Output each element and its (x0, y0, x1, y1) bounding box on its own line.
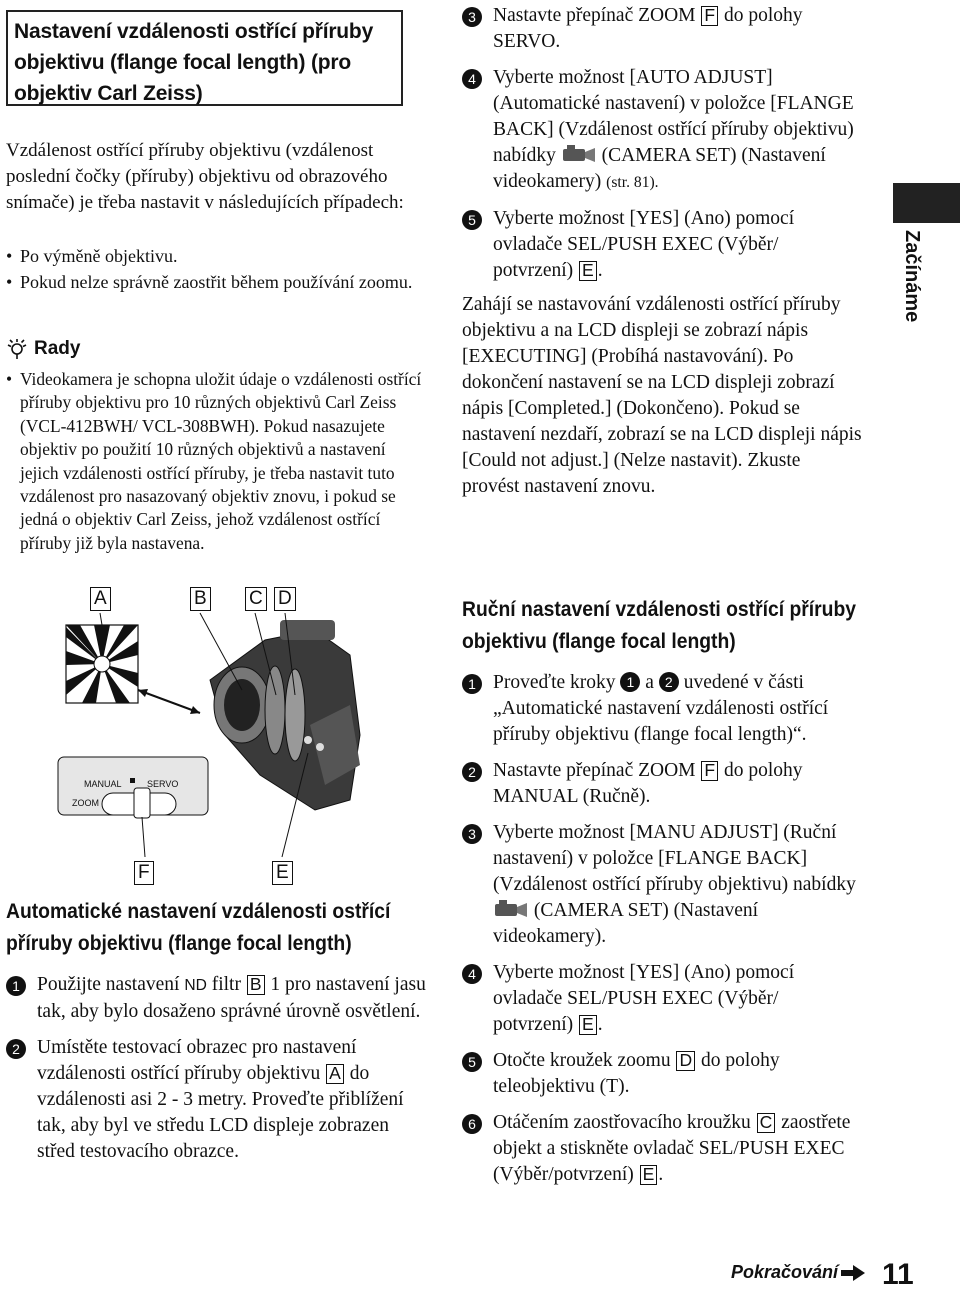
continued-indicator (731, 1262, 865, 1283)
callout-b: B (190, 587, 211, 611)
chapter-tab-label: Začínáme (901, 230, 923, 323)
case-item: • Po výměně objektivu. (6, 243, 426, 269)
callout-a: A (90, 587, 111, 611)
step-number: 3 (462, 824, 482, 844)
callout-e: E (272, 861, 293, 885)
camera-figure (50, 585, 370, 890)
switch-label-servo: SERVO (147, 779, 179, 789)
step-number: 4 (462, 964, 482, 984)
manual-step-1: 1 Proveďte kroky 1 a 2 uvedené v části „Automatické nastavení vzdálenosti ostřící příruby objektivu (flange focal length)“. (462, 670, 862, 748)
tips-text-block (6, 368, 426, 555)
step-number: 5 (462, 210, 482, 230)
manual-step-5: 5 Otočte kroužek zoomu D do polohy teleobjektivu (T). (462, 1048, 862, 1100)
focus-test-chart (66, 625, 138, 703)
step-number: 5 (462, 1052, 482, 1072)
callout-ref-d: D (676, 1051, 695, 1071)
tips-heading (6, 334, 80, 364)
zoom-switch-panel (58, 757, 208, 818)
callout-ref-f: F (701, 761, 718, 781)
auto-adjust-section (6, 896, 426, 1165)
camera-set-menu-icon (493, 900, 529, 918)
manual-step-6: 6 Otáčením zaostřovacího kroužku C zaostřete objekt a stiskněte ovladač SEL/PUSH EXEC (Výběr/potvrzení) E . (462, 1110, 862, 1188)
chapter-tab (880, 230, 930, 330)
callout-c: C (245, 587, 267, 611)
step-ref-number: 2 (659, 672, 679, 692)
callout-ref-b: B (247, 975, 265, 995)
manual-adjust-section (462, 594, 862, 1188)
intro-paragraph: Vzdálenost ostřící příruby objektivu (vzdálenost poslední čočky (příruby) objektivu od obrazového snímače) je třeba nastavit v následujících případech: (6, 140, 404, 213)
auto-step-1: 1 Použijte nastavení ND filtr B 1 pro nastavení jasu tak, aby bylo dosaženo správné úrovně osvětlení. (6, 972, 426, 1025)
auto-step-4: 4 Vyberte možnost [AUTO ADJUST] (Automatické nastavení) v položce [FLANGE BACK] (Vzdálenost ostřící příruby objektivu) nabídky (CAMERA SET) (Nastavení videokamery) (str. 81). (462, 65, 862, 196)
step-ref-number: 1 (620, 672, 640, 692)
arrow-right-icon (841, 1265, 865, 1281)
auto-step-3: 3 Nastavte přepínač ZOOM F do polohy SERVO. (462, 3, 862, 55)
lightbulb-icon (6, 337, 28, 361)
auto-adjust-heading: Automatické nastavení vzdálenosti ostřící příruby objektivu (flange focal length) (6, 900, 391, 955)
callout-f: F (134, 861, 154, 885)
chapter-tab-marker (893, 183, 960, 223)
manual-step-4: 4 Vyberte možnost [YES] (Ano) pomocí ovladače SEL/PUSH EXEC (Výběr/ potvrzení) E . (462, 960, 862, 1038)
camera-set-menu-icon (561, 145, 597, 163)
manual-step-2: 2 Nastavte přepínač ZOOM F do polohy MANUAL (Ručně). (462, 758, 862, 810)
callout-d: D (274, 587, 296, 611)
switch-label-zoom: ZOOM (72, 798, 99, 808)
page-number: 11 (882, 1258, 914, 1291)
camcorder-body (210, 620, 360, 810)
callout-ref-e: E (640, 1165, 658, 1185)
step-number: 6 (462, 1114, 482, 1134)
callout-ref-a: A (326, 1064, 344, 1084)
step-number: 2 (6, 1039, 26, 1059)
case-item: • Pokud nelze správně zaostřit během používání zoomu. (6, 269, 426, 295)
case-list (6, 243, 426, 295)
step-number: 4 (462, 69, 482, 89)
auto-step-2: 2 Umístěte testovací obrazec pro nastavení vzdálenosti ostřící příruby objektivu A do vzdálenosti asi 2 - 3 metry. Proveďte přiblížení tak, aby byl ve středu LCD displeje zobrazen střed testovacího obrazce. (6, 1035, 426, 1165)
step-number: 1 (462, 674, 482, 694)
auto-step-5: 5 Vyberte možnost [YES] (Ano) pomocí ovladače SEL/PUSH EXEC (Výběr/ potvrzení) E . (462, 206, 862, 284)
switch-label-manual: MANUAL (84, 779, 122, 789)
auto-result-text: Zahájí se nastavování vzdálenosti ostřící příruby objektivu a na LCD displeji se zobrazí nápis [EXECUTING] (Probíhá nastavování). Po dokončení nastavení se na LCD displeji zobrazí nápis [Completed.] (Dokončeno). Pokud se nastavení nezdaří, zobrazí se na LCD displeji nápis [Could not adjust.] (Nelze nastavit). Zkuste provést nastavení znovu. (462, 294, 862, 497)
manual-adjust-heading: Ruční nastavení vzdálenosti ostřící příruby objektivu (flange focal length) (462, 598, 857, 653)
callout-ref-f: F (701, 6, 718, 26)
manual-step-3: 3 Vyberte možnost [MANU ADJUST] (Ruční nastavení) v položce [FLANGE BACK] (Vzdálenost ostřící příruby objektivu) nabídky (CAMERA SET) (Nastavení videokamery). (462, 820, 862, 950)
callout-ref-e: E (579, 261, 597, 281)
step-number: 2 (462, 762, 482, 782)
auto-adjust-continued (462, 3, 862, 500)
continued-label: Pokračování (730, 1262, 838, 1282)
tips-heading-text: Rady (34, 338, 81, 359)
camcorder-illustration (50, 585, 370, 890)
callout-ref-e: E (579, 1015, 597, 1035)
tips-text: • Videokamera je schopna uložit údaje o vzdálenosti ostřící příruby objektivu pro 10 různých objektivů Carl Zeiss (VCL-412BWH/ VCL-308BWH). Pokud nasazujete objektiv po použití 10 různých objektivů a nastavení jejich vzdálenosti ostřící příruby, je třeba nastavit tuto vzdálenost pro nasazovaný objektiv znovu, i pokud se jedná o objektiv Carl Zeiss, jehož vzdálenost ostřící příruby již byla nastavena. (6, 368, 426, 555)
step-number: 1 (6, 976, 26, 996)
section-title: Nastavení vzdálenosti ostřící příruby objektivu (flange focal length) (pro objektiv Carl Zeiss) (6, 10, 403, 106)
step-number: 3 (462, 7, 482, 27)
callout-ref-c: C (757, 1113, 776, 1133)
